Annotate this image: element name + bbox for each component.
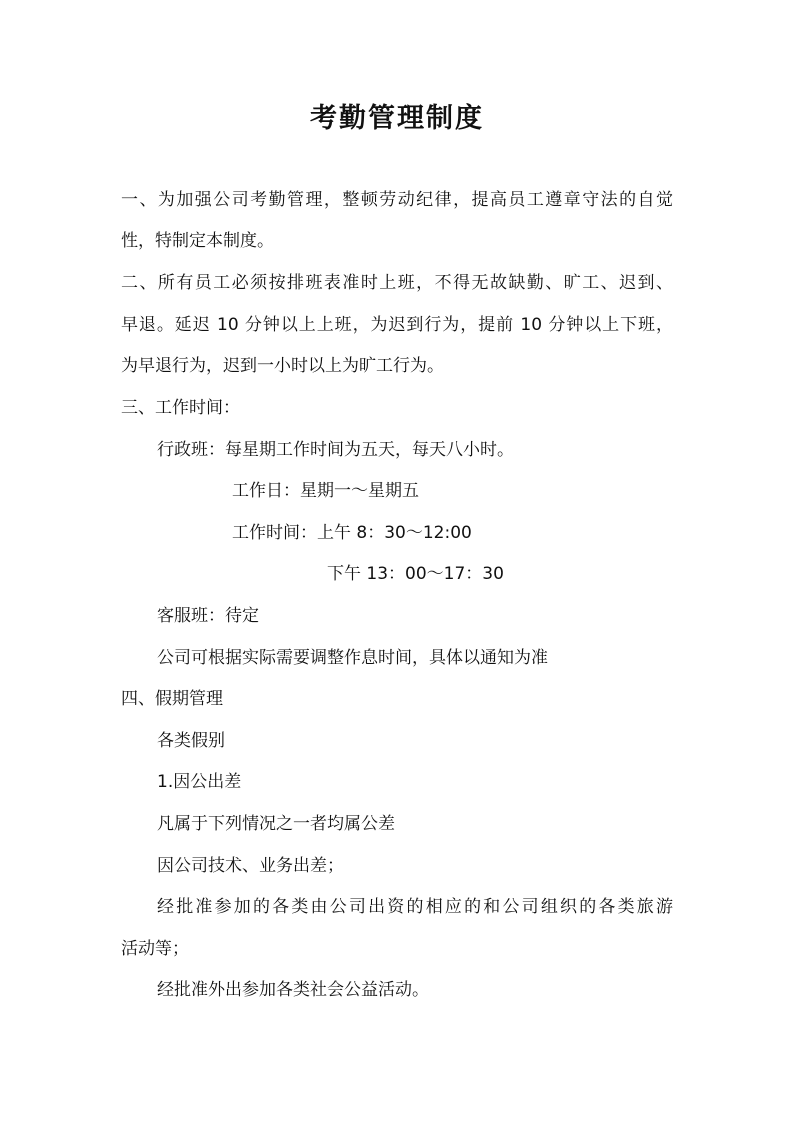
document-title: 考勤管理制度	[310, 103, 484, 134]
business-trip-heading: 1.因公出差	[157, 772, 242, 792]
schedule-adjustment-line: 公司可根据实际需要调整作息时间，具体以通知为准	[157, 648, 548, 668]
business-trip-item-2-line-1: 经批准参加的各类由公司出资的相应的和公司组织的各类旅游	[157, 897, 673, 917]
work-hours-afternoon-line: 下午 13：00～17：30	[327, 564, 504, 584]
section-4-heading: 四、假期管理	[121, 689, 223, 709]
leave-types-line: 各类假别	[157, 731, 225, 751]
workdays-line: 工作日：星期一～星期五	[232, 481, 419, 501]
business-trip-item-2-line-2: 活动等；	[121, 939, 189, 959]
work-hours-morning-line: 工作时间：上午 8：30～12:00	[232, 523, 472, 543]
paragraph-1-line-2: 性，特制定本制度。	[121, 231, 274, 251]
business-trip-item-3: 经批准外出参加各类社会公益活动。	[157, 980, 429, 1000]
paragraph-2-line-1: 二、所有员工必须按排班表准时上班，不得无故缺勤、旷工、迟到、	[121, 273, 673, 293]
customer-service-shift-line: 客服班：待定	[157, 606, 259, 626]
paragraph-2-line-3: 为早退行为，迟到一小时以上为旷工行为。	[121, 356, 444, 376]
business-trip-item-1: 因公司技术、业务出差；	[157, 856, 344, 876]
business-trip-condition-line: 凡属于下列情况之一者均属公差	[157, 814, 395, 834]
paragraph-1-line-1: 一、为加强公司考勤管理，整顿劳动纪律，提高员工遵章守法的自觉	[121, 190, 673, 210]
section-3-heading: 三、工作时间：	[121, 398, 240, 418]
paragraph-2-line-2: 早退。延迟 10 分钟以上上班，为迟到行为，提前 10 分钟以上下班，	[121, 315, 673, 335]
admin-shift-line: 行政班：每星期工作时间为五天，每天八小时。	[157, 440, 514, 460]
